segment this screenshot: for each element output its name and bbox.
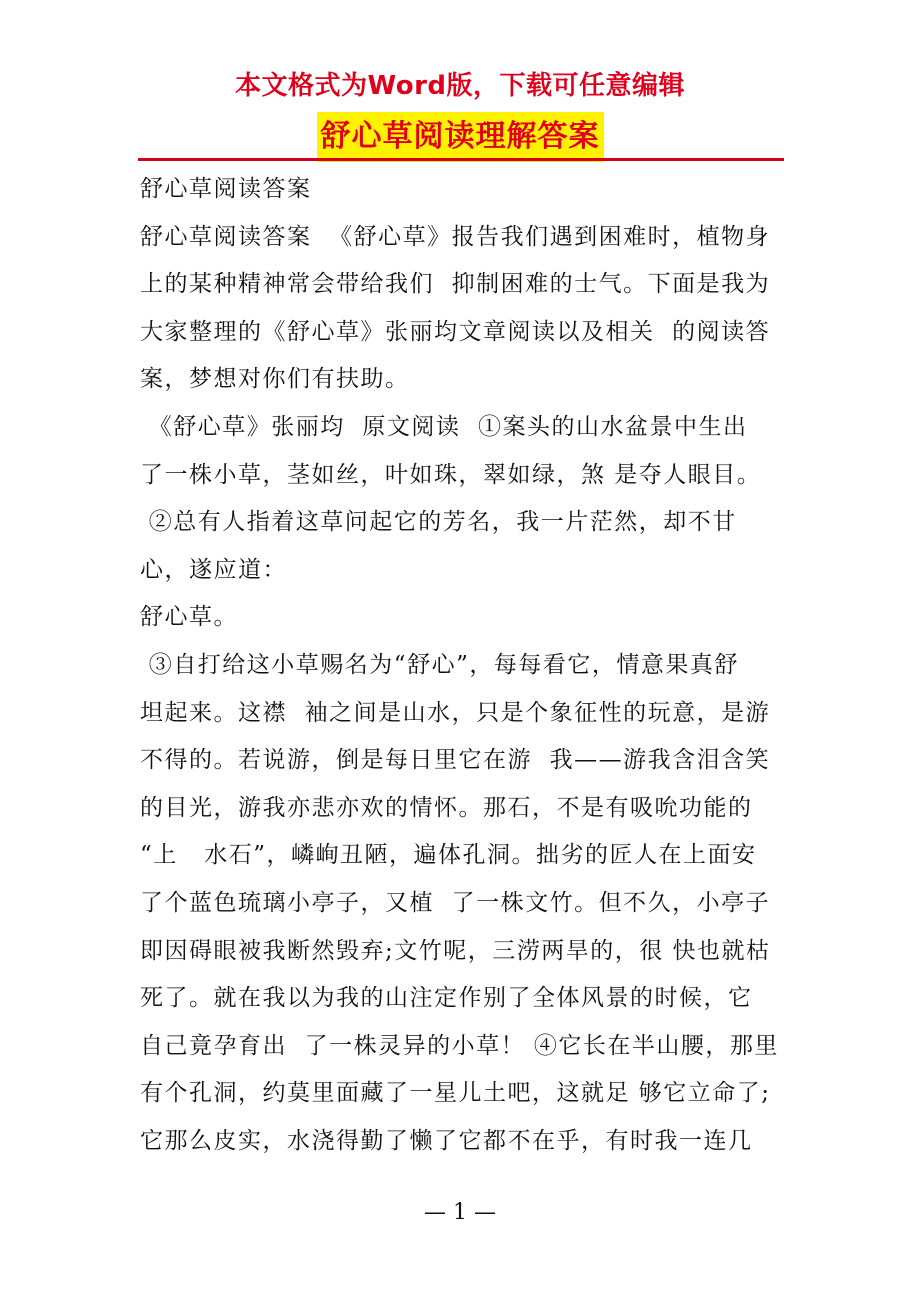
body-text-line: 案，梦想对你们有扶助。 [140, 366, 410, 393]
title-divider-rule [138, 158, 784, 161]
body-text-line: 舒心草阅读答案 《舒心草》报告我们遇到困难时，植物身 [140, 223, 771, 250]
body-text-line: 它那么皮实，水浇得勤了懒了它都不在乎，有时我一连几 [140, 1127, 753, 1154]
body-text-line: 上的某种精神常会带给我们 抑制困难的士气。下面是我为 [140, 271, 771, 298]
body-text-line: 舒心草。 [140, 604, 238, 631]
document-title: 舒心草阅读理解答案 [317, 112, 604, 162]
body-text-line: ③自打给这小草赐名为“舒心”，每每看它，情意果真舒 [140, 651, 739, 678]
body-text-line: 心，遂应道： [140, 556, 287, 583]
body-text-line: 了个蓝色琉璃小亭子，又植 了一株文竹。但不久，小亭子 [140, 889, 771, 916]
body-text-line: 自己竟孕育出 了一株灵异的小草！ ④它长在半山腰，那里 [140, 1032, 779, 1059]
body-text-line: 舒心草阅读答案 [140, 176, 312, 202]
format-notice-banner: 本文格式为Word版，下载可任意编辑 [234, 71, 686, 101]
body-text-line: 的目光，游我亦悲亦欢的情怀。那石，不是有吸吮功能的 [140, 794, 753, 821]
body-text-line: “上 水石”，嶙峋丑陋，遍体孔洞。拙劣的匠人在上面安 [140, 842, 757, 869]
body-text-line: 死了。就在我以为我的山注定作别了全体风景的时候，它 [140, 985, 753, 1012]
body-text-line: 坦起来。这襟 袖之间是山水，只是个象征性的玩意，是游 [140, 699, 771, 726]
body-text-line: 了一株小草，茎如丝，叶如珠，翠如绿，煞 是夺人眼目。 [140, 461, 762, 488]
body-text-line: 《舒心草》张丽均 原文阅读 ①案头的山水盆景中生出 [140, 413, 748, 440]
body-text-line: 大家整理的《舒心草》张丽均文章阅读以及相关 的阅读答 [140, 318, 771, 345]
article-body [140, 166, 780, 1165]
body-text-line: 有个孔洞，约莫里面藏了一星儿土吧，这就足 够它立命了; [140, 1080, 771, 1107]
body-text-line: 不得的。若说游，倒是每日里它在游 我——游我含泪含笑 [140, 747, 771, 774]
body-text-line: 即因碍眼被我断然毁弃;文竹呢，三涝两旱的，很 快也就枯 [140, 937, 771, 964]
body-text-line: ②总有人指着这草问起它的芳名，我一片茫然，却不甘 [140, 509, 737, 536]
page-number: — 1 — [424, 1200, 496, 1225]
